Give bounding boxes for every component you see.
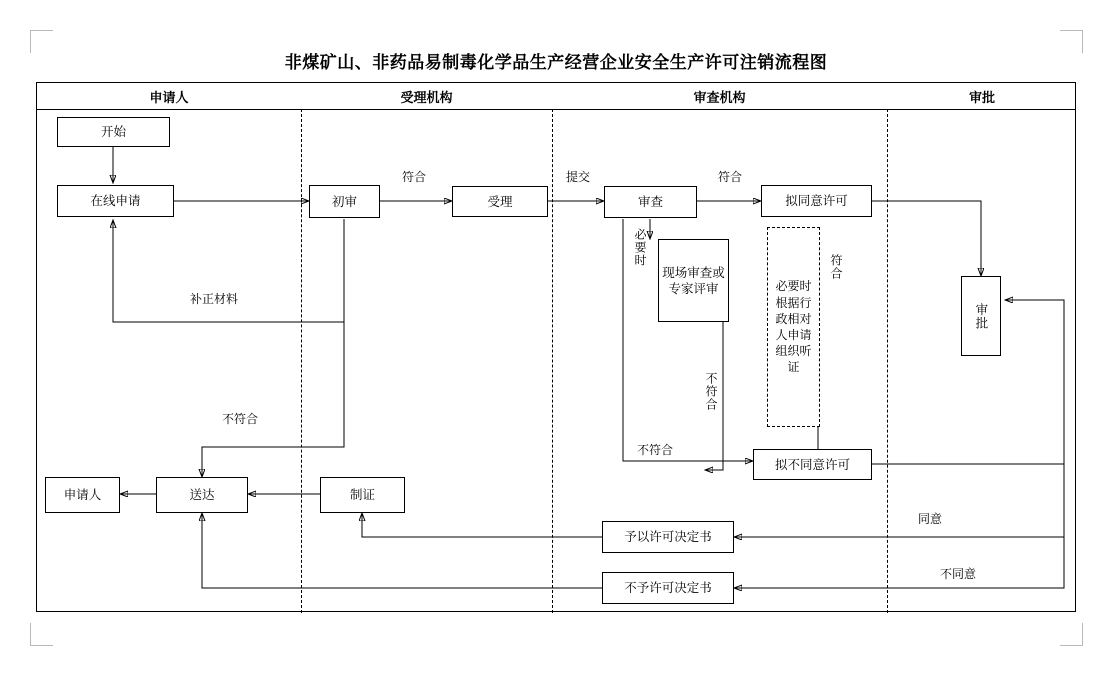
edge-label-conform-3: 符合: [829, 254, 843, 280]
edge-label-supplement: 补正材料: [190, 292, 239, 306]
edge-label-not-conform-1: 不符合: [222, 412, 259, 426]
node-disagree-permit[interactable]: 拟不同意许可: [753, 449, 872, 480]
node-applicant[interactable]: 申请人: [45, 477, 120, 513]
lane-title-acceptance: 受理机构: [400, 91, 453, 106]
node-agree-permit[interactable]: 拟同意许可: [761, 185, 872, 217]
crop-mark-bottom-left: [30, 623, 53, 646]
lane-title-approval: 审批: [968, 91, 995, 106]
node-deliver[interactable]: 送达: [156, 477, 248, 513]
edge-label-not-conform-3: 不符合: [637, 443, 674, 457]
node-approval[interactable]: 审批: [961, 276, 1001, 356]
edge-label-disagree: 不同意: [940, 567, 977, 581]
node-examine[interactable]: 审查: [604, 186, 697, 218]
edge-label-submit: 提交: [566, 170, 591, 184]
edge-label-when-necessary: 必要时: [633, 228, 647, 267]
node-grant-doc[interactable]: 予以许可决定书: [602, 521, 734, 553]
page-title: 非煤矿山、非药品易制毒化学品生产经营企业安全生产许可注销流程图: [284, 53, 828, 73]
node-start[interactable]: 开始: [57, 117, 170, 147]
edge-label-not-conform-2: 不符合: [704, 372, 718, 411]
edge-label-conform-2: 符合: [718, 170, 743, 184]
lane-divider-2: [552, 109, 553, 613]
lane-title-review: 审查机构: [693, 91, 746, 106]
node-onsite-review[interactable]: 现场审查或专家评审: [658, 239, 729, 322]
lane-divider-3: [887, 109, 888, 613]
lane-header-divider: [37, 109, 1075, 110]
node-refuse-doc[interactable]: 不予许可决定书: [602, 572, 734, 604]
lane-divider-1: [301, 109, 302, 613]
edge-label-agree: 同意: [918, 512, 943, 526]
lane-title-applicant: 申请人: [149, 91, 189, 106]
node-hearing[interactable]: 必要时根据行政相对人申请组织听证: [767, 227, 820, 427]
node-first-review[interactable]: 初审: [309, 185, 380, 218]
edge-label-conform-1: 符合: [402, 170, 427, 184]
node-accept[interactable]: 受理: [452, 186, 548, 217]
node-online-apply[interactable]: 在线申请: [57, 185, 174, 217]
crop-mark-bottom-right: [1060, 623, 1083, 646]
diagram-frame: [36, 82, 1076, 612]
node-make-cert[interactable]: 制证: [320, 477, 405, 513]
